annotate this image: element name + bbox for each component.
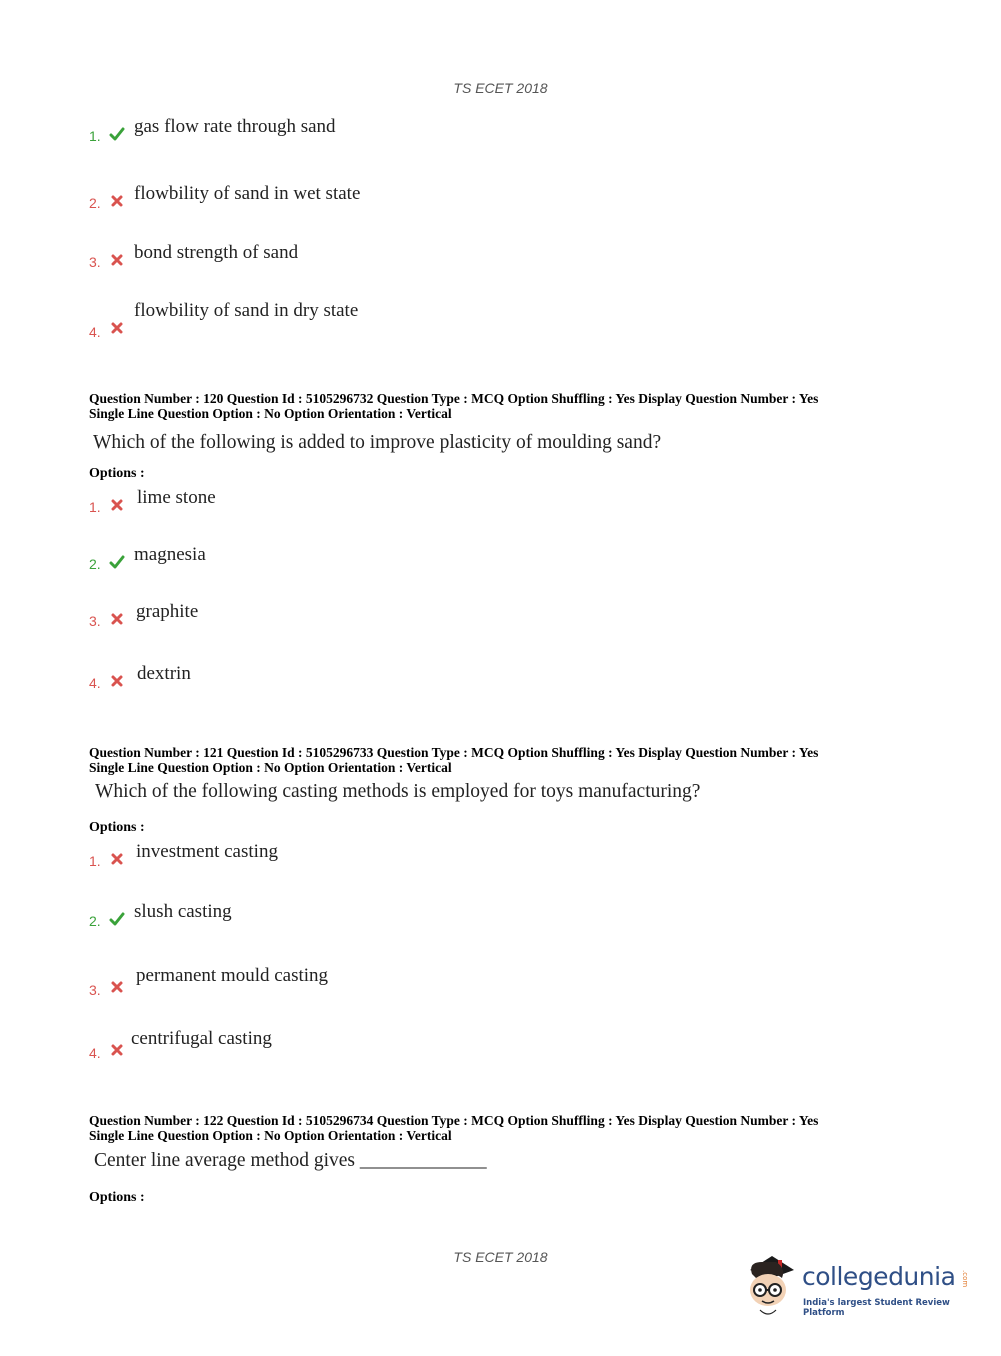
option-number: 3. bbox=[89, 982, 101, 998]
meta-line: Question Number : 120 Question Id : 5105296732 Question Type : MCQ Option Shuffling : Yes Display Question Number : Yes bbox=[89, 391, 819, 406]
page-footer: TS ECET 2018 bbox=[453, 1249, 548, 1265]
page-header: TS ECET 2018 bbox=[453, 80, 548, 96]
option-text: gas flow rate through sand bbox=[134, 116, 336, 137]
meta-line: Single Line Question Option : No Option Orientation : Vertical bbox=[89, 760, 452, 775]
question-meta bbox=[89, 745, 919, 775]
option-text: lime stone bbox=[137, 487, 216, 508]
cross-icon bbox=[109, 193, 125, 209]
option-number: 2. bbox=[89, 913, 101, 929]
option-number: 1. bbox=[89, 128, 101, 144]
question-meta bbox=[89, 1113, 919, 1143]
option-number: 2. bbox=[89, 556, 101, 572]
collegedunia-logo bbox=[742, 1248, 972, 1318]
option-number: 4. bbox=[89, 1045, 101, 1061]
option-number: 4. bbox=[89, 675, 101, 691]
cross-icon bbox=[109, 497, 125, 513]
meta-line: Question Number : 121 Question Id : 5105296733 Question Type : MCQ Option Shuffling : Yes Display Question Number : Yes bbox=[89, 745, 819, 760]
options-label: Options : bbox=[89, 466, 145, 481]
meta-line: Single Line Question Option : No Option Orientation : Vertical bbox=[89, 406, 452, 421]
question-text: Which of the following is added to improve plasticity of moulding sand? bbox=[93, 432, 662, 453]
option-number: 2. bbox=[89, 195, 101, 211]
option-text: permanent mould casting bbox=[136, 965, 329, 986]
mascot-icon bbox=[742, 1248, 804, 1320]
check-icon bbox=[109, 126, 125, 142]
question-meta bbox=[89, 391, 919, 421]
option-number: 1. bbox=[89, 853, 101, 869]
check-icon bbox=[109, 911, 125, 927]
option-text: bond strength of sand bbox=[134, 242, 299, 263]
meta-line: Single Line Question Option : No Option Orientation : Vertical bbox=[89, 1128, 452, 1143]
option-number: 1. bbox=[89, 499, 101, 515]
option-number: 3. bbox=[89, 254, 101, 270]
option-text: flowbility of sand in dry state bbox=[134, 300, 359, 321]
cross-icon bbox=[109, 979, 125, 995]
option-text: centrifugal casting bbox=[131, 1028, 272, 1049]
logo-domain: .com bbox=[961, 1270, 969, 1288]
cross-icon bbox=[109, 1042, 125, 1058]
option-number: 4. bbox=[89, 324, 101, 340]
option-text: flowbility of sand in wet state bbox=[134, 183, 361, 204]
options-label: Options : bbox=[89, 1190, 145, 1205]
option-text: graphite bbox=[136, 601, 199, 622]
meta-line: Question Number : 122 Question Id : 5105296734 Question Type : MCQ Option Shuffling : Yes Display Question Number : Yes bbox=[89, 1113, 819, 1128]
question-text: Center line average method gives _____________ bbox=[94, 1150, 487, 1171]
cross-icon bbox=[109, 611, 125, 627]
option-text: investment casting bbox=[136, 841, 278, 862]
option-text: magnesia bbox=[134, 544, 206, 565]
option-number: 3. bbox=[89, 613, 101, 629]
logo-brand: collegedunia bbox=[802, 1262, 956, 1291]
cross-icon bbox=[109, 252, 125, 268]
logo-tagline: India's largest Student Review Platform bbox=[803, 1298, 950, 1318]
options-label: Options : bbox=[89, 820, 145, 835]
cross-icon bbox=[109, 851, 125, 867]
option-text: dextrin bbox=[137, 663, 191, 684]
check-icon bbox=[109, 554, 125, 570]
cross-icon bbox=[109, 320, 125, 336]
option-text: slush casting bbox=[134, 901, 232, 922]
question-text: Which of the following casting methods is employed for toys manufacturing? bbox=[95, 781, 701, 802]
cross-icon bbox=[109, 673, 125, 689]
